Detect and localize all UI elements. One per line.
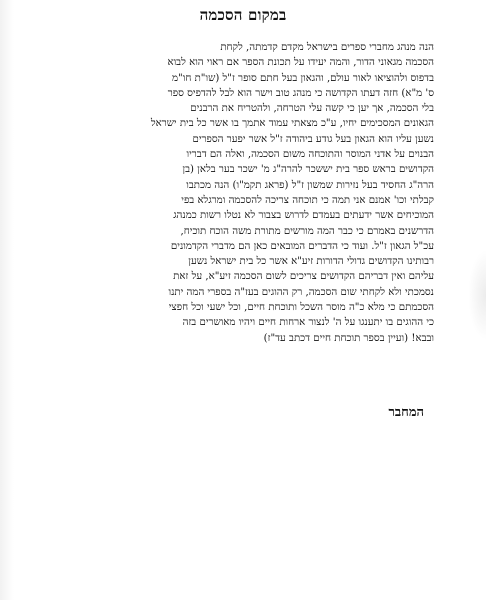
text-line: הבנוים על אדני המוסר והתוכחה משום הסכמה, ואלה הם דבריו [186,149,434,161]
text-line: ובבא! (ועיין בספר תוכחת חיים דכתב עד"ז) [263,332,434,344]
text-line: נשען עליו הוא הגאון בעל גודע ביהודה ז"ל אשר יפער הספרים [192,133,434,145]
text-line: עליהם ואין דבריהם הקדושים צריכים לשום הסכמה זיע"א, על זאת [173,271,434,283]
text-line: רבותינו הקדושים גדולי הדורות זיע"א אשר כל בית ישראל נשען [188,256,434,268]
text-line: הנה מנהג מחברי ספרים בישראל מקדם קדמתה, לקחת [220,42,434,53]
approbation-paragraph [62,40,434,346]
scan-left-edge [0,0,14,600]
text-line: הגאונים המסכימים יחיו, ע"כ מצאתי עמוד אתמך בו אשר כל בית ישראל [150,118,434,130]
text-line: הרה"ג החסיד בעל נזירות שמשון ז"ל (פראג תקמ"ו) הנה מכתבו [186,179,434,191]
text-line: הסכמתם כי מלא כ"ה מוסר השכל ותוכחת חיים, וכל ישעי וכל חפצי [168,302,434,314]
text-line: בלי הסכמה, אך יען כי קשה עלי הטרחה, ולהטריח את הרבנים [190,103,434,115]
page-title: במקום הסכמה [199,6,287,24]
text-line: קבלתי וכו' אמנם אני תמה כי תוכחה צריכה להסכמה ומרגלא בפי [181,194,434,206]
text-line: המוכיחים אשר ידעתים בעמדם לדרוש בצבור לא נטלו רשות כמנהג [173,210,434,222]
text-line: הסכמה מגאוני הדור, והמה יעידו על תכונת הספר אם ראוי הוא לבוא [167,57,434,69]
text-line: הדרשנים באמרם כי כבר המה מורשים מתורת משה הוכח תוכיח, [180,225,434,237]
text-line: כי ההוגים בו יתענגו על ה' לנצור ארחות חיים ויהיו מאושרים בזה [182,317,434,329]
author-signature: המחבר [388,405,424,420]
text-line: עכ"ל הגאון ז"ל. ועוד כי הדברים המובאים כאן הם מדברי הקדמונים [170,240,434,252]
text-line: ס' מ"א) חזה דעתו הקדושה כי מנהג טוב וישר הוא לבל להדפיס ספר [167,87,434,99]
text-line: נסמכתי ולא לקחתי שום הסכמה, רק ההוגים בעז"ה בספרי המה יתנו [168,286,434,298]
text-line: הקדושים בראש ספר בית יששכר להרה"ג מ' ישכר בער בלאן (בן [182,164,434,176]
text-line: בדפוס ולהוציאו לאור עולם, והגאון בעל חתם סופר ז"ל (שו"ת חו"מ [172,72,434,84]
scan-smudge [468,250,486,340]
